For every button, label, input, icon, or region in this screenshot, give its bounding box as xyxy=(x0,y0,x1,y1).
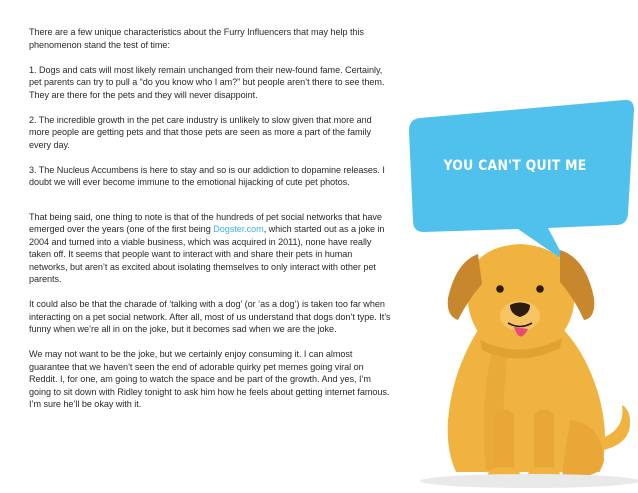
speech-bubble-text: YOU CAN'T QUIT ME xyxy=(443,158,587,174)
dog-illustration xyxy=(448,244,630,481)
social-networks-text-end: , which started out as a joke in 2004 and turned into a viable business, which was acquired in 2011), none have really taken off. It seems that people want to interact with and share their pets in human networks, but aren’t as excited about isolating themselves to only interact with other pet parents. xyxy=(29,224,385,284)
ground-shadow xyxy=(420,474,638,488)
point-3-paragraph: 3. The Nucleus Accumbens is here to stay and so is our addiction to dopamine releases. I doubt we will ever become immune to the emotional hijacking of cute pet photos. xyxy=(29,164,385,187)
point-1-paragraph: 1. Dogs and cats will most likely remain unchanged from their new-found fame. Certainly, pet parents can try to pull a “do you know who I am?” but people aren’t there to see them. They are there for the pets and they will never disappoint. xyxy=(29,64,385,100)
intro-paragraph: There are a few unique characteristics about the Furry Influencers that may help this phenomenon stand the test of time: xyxy=(29,27,364,50)
speech-bubble-shape xyxy=(409,100,634,262)
dogster-link[interactable]: Dogster.com xyxy=(213,224,264,234)
conclusion-paragraph: We may not want to be the joke, but we certainly enjoy consuming it. I can almost guarantee that we haven’t seen the end of adorable quirky pet memes going viral on Reddit. I, for one, am going to watch the space and be part of the growth. And yes, I’m going to sit down with Ridley tonight to ask him how he feels about getting internet famous. I’m sure he’ll be okay with it. xyxy=(29,349,390,409)
charade-paragraph: It could also be that the charade of ‘talking with a dog’ (or ‘as a dog’) is taken too far when interacting on a pet social network. After all, most of us understand that dogs don’t type. It’s funny when we’re all in on the joke, but it becomes sad when we are the joke. xyxy=(29,299,391,334)
point-2-paragraph: 2. The incredible growth in the pet care industry is unlikely to slow given that more and more people are getting pets and that those pets are seen as more a part of the family every day. xyxy=(29,114,372,150)
social-networks-text-start: That being said, one thing to note is that of the hundreds of pet social networks that have emerged over the years (one of the first being xyxy=(29,211,382,234)
